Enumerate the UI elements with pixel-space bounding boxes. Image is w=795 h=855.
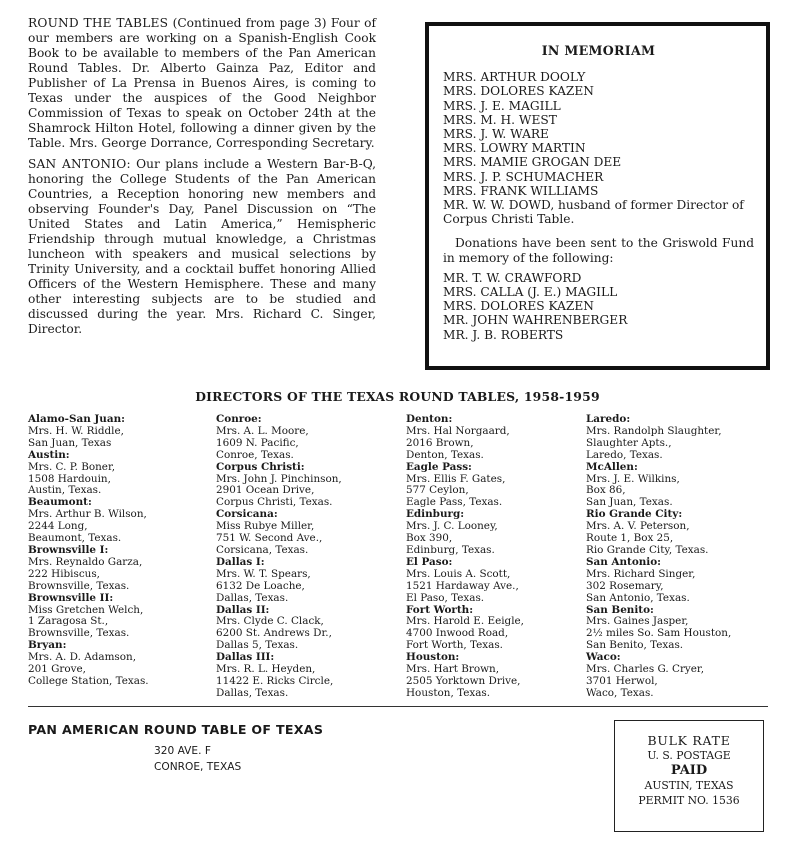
donation-name: MRS. DOLORES KAZEN [443, 299, 594, 314]
director-city: Edinburg: [406, 508, 465, 521]
director-line: 2901 Ocean Drive, [216, 484, 315, 497]
director-line: Dallas, Texas. [216, 591, 289, 604]
director-entry [28, 450, 208, 498]
director-entry [216, 652, 396, 700]
director-entry [586, 509, 786, 557]
directors-column-3 [406, 414, 582, 700]
director-city: Denton: [406, 413, 453, 425]
in-memoriam-box [425, 22, 770, 370]
director-entry [586, 652, 786, 700]
director-line: Box 390, [406, 532, 453, 545]
director-line: Austin, Texas. [28, 484, 102, 497]
director-line: Fort Worth, Texas. [406, 639, 503, 652]
director-line: 577 Ceylon, [406, 484, 469, 497]
memoriam-name: MRS. ARTHUR DOOLY [443, 70, 586, 85]
director-line: 302 Rosemary, [586, 579, 664, 592]
san-antonio-lead: SAN ANTONIO: [28, 157, 131, 171]
director-line: 2016 Brown, [406, 436, 474, 449]
director-city: Beaumont: [28, 496, 92, 509]
article-heading: ROUND THE TABLES [28, 16, 169, 30]
director-line: 2505 Yorktown Drive, [406, 674, 521, 687]
donations-text: Donations have been sent to the Griswold Fund in memory of the following: [443, 236, 754, 265]
director-line: Miss Gretchen Welch, [28, 603, 144, 616]
director-line: Eagle Pass, Texas. [406, 496, 503, 509]
donations-list [443, 271, 754, 342]
article-paragraph-2 [28, 157, 376, 337]
director-city: San Benito: [586, 603, 654, 616]
director-line: Conroe, Texas. [216, 448, 294, 461]
memoriam-name: MRS. J. W. WARE [443, 127, 549, 142]
permit-city: AUSTIN, TEXAS [644, 779, 734, 792]
round-the-tables-article [28, 16, 376, 343]
director-city: Houston: [406, 651, 460, 664]
director-city: Austin: [28, 448, 70, 461]
director-line: Waco, Texas. [586, 686, 654, 699]
director-line: Edinburg, Texas. [406, 543, 495, 556]
director-entry [406, 462, 582, 510]
memoriam-name: MRS. DOLORES KAZEN [443, 84, 594, 99]
director-entry [28, 545, 208, 593]
director-line: Brownsville, Texas. [28, 627, 130, 640]
director-line: Mrs. Arthur B. Wilson, [28, 508, 147, 521]
director-line: Mrs. Gaines Jasper, [586, 615, 689, 628]
director-city: Bryan: [28, 639, 67, 652]
director-line: Miss Rubye Miller, [216, 520, 315, 533]
director-entry [216, 557, 396, 605]
director-city: McAllen: [586, 460, 638, 473]
director-entry [586, 462, 786, 510]
permit-paid: PAID [670, 763, 708, 778]
director-line: 6132 De Loache, [216, 579, 305, 592]
donation-name: MR. T. W. CRAWFORD [443, 270, 582, 285]
director-line: Dallas 5, Texas. [216, 639, 299, 652]
memoriam-name: MRS. J. P. SCHUMACHER [443, 169, 604, 184]
director-line: 222 Hibiscus, [28, 567, 100, 580]
director-line: Mrs. Ellis F. Gates, [406, 472, 506, 485]
director-line: Mrs. A. L. Moore, [216, 424, 309, 437]
director-city: Fort Worth: [406, 603, 474, 616]
director-entry [28, 497, 208, 545]
director-entry [28, 593, 208, 641]
director-line: Mrs. Louis A. Scott, [406, 567, 511, 580]
director-line: 1 Zaragosa St., [28, 615, 109, 628]
director-line: College Station, Texas. [28, 674, 149, 687]
director-city: Alamo-San Juan: [28, 413, 125, 425]
donation-name: MRS. CALLA (J. E.) MAGILL [443, 285, 618, 300]
director-line: Corpus Christi, Texas. [216, 496, 333, 509]
directors-column-1 [28, 414, 208, 688]
director-line: Dallas, Texas. [216, 686, 289, 699]
director-entry [406, 509, 582, 557]
memoriam-name: MRS. LOWRY MARTIN [443, 141, 586, 156]
director-line: Mrs. H. W. Riddle, [28, 424, 124, 437]
director-city: El Paso: [406, 555, 453, 568]
return-street: 320 AVE. F [154, 745, 211, 757]
director-line: Mrs. John J. Pinchinson, [216, 472, 342, 485]
permit-postage: U. S. POSTAGE [647, 749, 731, 762]
director-city: Dallas II: [216, 603, 270, 616]
director-city: Dallas III: [216, 651, 275, 664]
article-body-1: Four of our members are working on a Spanish-English Cook Book to be available to members of the Pan American Round Tables. Dr. Alberto Gainza Paz, Editor and Publisher of La Prensa in Buenos Aires, is coming to Texas under the auspices of the Good Neighbor Commission of Texas to speak on October 24th at the Shamrock Hilton Hotel, following a dinner given by the Table. Mrs. George Dorrance, Corresponding Secretary. [28, 16, 377, 150]
director-line: Mrs. Randolph Slaughter, [586, 424, 722, 437]
director-entry [28, 640, 208, 688]
directors-column-4 [586, 414, 786, 700]
donation-name: MR. JOHN WAHRENBERGER [443, 313, 628, 328]
director-entry [586, 414, 786, 462]
director-line: Mrs. R. L. Heyden, [216, 663, 316, 676]
director-line: San Juan, Texas. [586, 496, 673, 509]
article-continued-note: (Continued from page 3) [172, 16, 327, 30]
memoriam-list [443, 70, 754, 226]
director-entry [406, 652, 582, 700]
director-line: Mrs. Richard Singer, [586, 567, 696, 580]
director-line: 751 W. Second Ave., [216, 532, 323, 545]
director-city: Dallas I: [216, 555, 265, 568]
director-city: Eagle Pass: [406, 460, 472, 473]
director-line: Mrs. J. C. Looney, [406, 520, 498, 533]
director-entry [216, 462, 396, 510]
director-line: Mrs. Reynaldo Garza, [28, 555, 143, 568]
director-line: 3701 Herwol, [586, 674, 658, 687]
director-city: Laredo: [586, 413, 631, 425]
director-line: Mrs. J. E. Wilkins, [586, 472, 680, 485]
directors-title: DIRECTORS OF THE TEXAS ROUND TABLES, 1958-1959 [195, 389, 600, 404]
director-line: Beaumont, Texas. [28, 532, 122, 545]
director-city: Rio Grande City: [586, 508, 683, 521]
director-line: San Benito, Texas. [586, 639, 684, 652]
memoriam-name: MRS. J. E. MAGILL [443, 98, 561, 113]
director-line: Slaughter Apts., [586, 436, 672, 449]
postage-permit-box [614, 720, 764, 832]
return-address-lines [154, 743, 388, 775]
director-line: Houston, Texas. [406, 686, 491, 699]
director-line: Laredo, Texas. [586, 448, 663, 461]
director-line: 1609 N. Pacific, [216, 436, 299, 449]
memoriam-name: MRS. M. H. WEST [443, 112, 557, 127]
director-line: Mrs. Clyde C. Clack, [216, 615, 324, 628]
return-org: PAN AMERICAN ROUND TABLE OF TEXAS [28, 722, 324, 737]
director-line: Mrs. W. T. Spears, [216, 567, 311, 580]
director-line: 11422 E. Ricks Circle, [216, 674, 334, 687]
director-line: Brownsville, Texas. [28, 579, 130, 592]
director-line: El Paso, Texas. [406, 591, 485, 604]
director-line: Route 1, Box 25, [586, 532, 674, 545]
director-line: 2½ miles So. Sam Houston, [586, 627, 732, 640]
director-line: Mrs. Hal Norgaard, [406, 424, 510, 437]
director-line: San Juan, Texas [28, 436, 112, 449]
director-city: Brownsville I: [28, 543, 109, 556]
divider-rule [28, 706, 768, 707]
director-entry [406, 557, 582, 605]
director-entry [28, 414, 208, 450]
director-line: Mrs. Charles G. Cryer, [586, 663, 705, 676]
director-line: 1521 Hardaway Ave., [406, 579, 519, 592]
director-line: 6200 St. Andrews Dr., [216, 627, 332, 640]
director-line: Denton, Texas. [406, 448, 484, 461]
director-line: Mrs. A. D. Adamson, [28, 651, 137, 664]
director-entry [586, 557, 786, 605]
director-entry [406, 605, 582, 653]
director-city: Brownsville II: [28, 591, 114, 604]
director-line: Mrs. Hart Brown, [406, 663, 499, 676]
director-line: Mrs. Harold E. Eeigle, [406, 615, 524, 628]
director-entry [216, 414, 396, 462]
directors-column-2 [216, 414, 396, 700]
memoriam-name: MRS. MAMIE GROGAN DEE [443, 155, 622, 170]
director-city: San Antonio: [586, 555, 662, 568]
memoriam-title: IN MEMORIAM [541, 43, 656, 58]
director-line: 2244 Long, [28, 520, 88, 533]
director-line: 4700 Inwood Road, [406, 627, 509, 640]
director-entry [216, 509, 396, 557]
director-line: San Antonio, Texas. [586, 591, 690, 604]
memoriam-name: MRS. FRANK WILLIAMS [443, 183, 599, 198]
director-line: 1508 Hardouin, [28, 472, 111, 485]
director-entry [216, 605, 396, 653]
director-city: Waco: [586, 651, 621, 664]
article-paragraph-1 [28, 16, 376, 151]
director-line: Box 86, [586, 484, 626, 497]
memoriam-name: MR. W. W. DOWD, husband of former Director of Corpus Christi Table. [443, 198, 744, 227]
director-line: Mrs. A. V. Peterson, [586, 520, 690, 533]
director-line: 201 Grove, [28, 663, 86, 676]
director-city: Corpus Christi: [216, 460, 305, 473]
director-city: Corsicana: [216, 508, 278, 521]
director-city: Conroe: [216, 413, 262, 425]
return-city: CONROE, TEXAS [154, 761, 242, 773]
director-line: Mrs. C. P. Boner, [28, 460, 116, 473]
director-line: Corsicana, Texas. [216, 543, 309, 556]
article-body-2: Our plans include a Western Bar-B-Q, honoring the College Students of the Pan American Countries, a Reception honoring new members and observing Founder's Day, Panel Discussion on “The United States and Latin America,” Hemispheric Friendship through mutual knowledge, a Christmas luncheon with speakers and musical selections by Trinity University, and a cocktail buffet honoring Allied Officers of the Western Hemisphere. These and many other interesting subjects are to be studied and discussed during the year. Mrs. Richard C. Singer, Director. [28, 157, 376, 336]
donation-name: MR. J. B. ROBERTS [443, 327, 564, 342]
director-entry [406, 414, 582, 462]
permit-number: PERMIT NO. 1536 [638, 794, 740, 807]
director-line: Rio Grande City, Texas. [586, 543, 709, 556]
return-address [28, 722, 388, 775]
permit-bulk-rate: BULK RATE [647, 733, 731, 748]
director-entry [586, 605, 786, 653]
